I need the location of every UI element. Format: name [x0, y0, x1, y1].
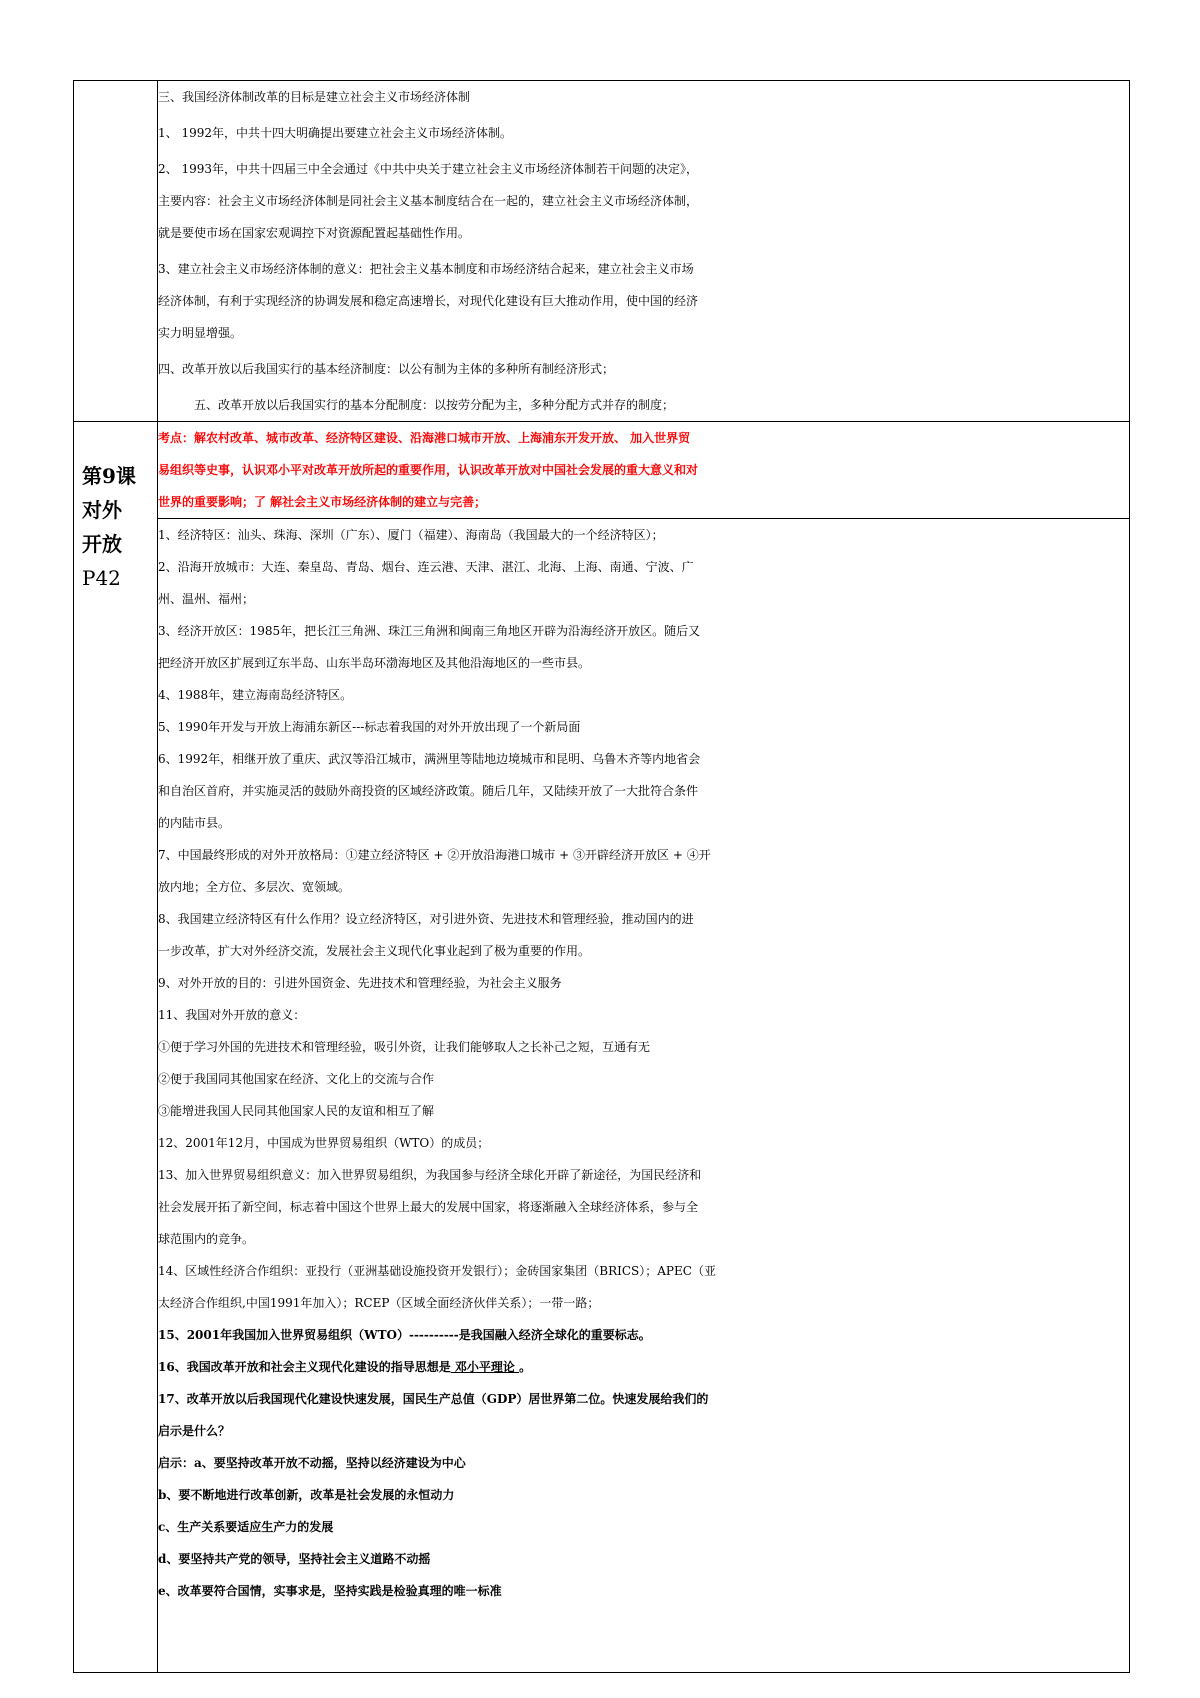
text-line: 州、温州、福州； — [158, 592, 255, 606]
text-line-bold: e、改革要符合国情，实事求是，坚持实践是检验真理的唯一标准 — [158, 1584, 502, 1598]
kaodian-cell — [158, 422, 1130, 519]
text-line: 球范围内的竞争。 — [158, 1232, 255, 1246]
text-line: 实力明显增强。 — [158, 326, 243, 340]
section3-heading: 三、我国经济体制改革的目标是建立社会主义市场经济体制 — [158, 90, 471, 104]
lesson-body-cell — [158, 519, 1130, 1673]
table-row — [74, 519, 1130, 1673]
text-line: 四、改革开放以后我国实行的基本经济制度：以公有制为主体的多种所有制经济形式； — [158, 362, 615, 376]
text-line-bold: d、要坚持共产党的领导，坚持社会主义道路不动摇 — [158, 1552, 431, 1566]
text-line: ①便于学习外国的先进技术和管理经验，吸引外资，让我们能够取人之长补己之短，互通有无 — [158, 1040, 651, 1054]
kaodian-line: 易组织等史事，认识邓小平对改革开放所起的重要作用，认识改革开放对中国社会发展的重大意义和对 — [158, 463, 699, 477]
text-line-bold: b、要不断地进行改革创新，改革是社会发展的永恒动力 — [158, 1488, 455, 1502]
section3-cell — [158, 81, 1130, 422]
text-line: 3、建立社会主义市场经济体制的意义：把社会主义基本制度和市场经济结合起来，建立社会主义市场 — [158, 262, 694, 276]
text-line: 就是要使市场在国家宏观调控下对资源配置起基础性作用。 — [158, 226, 471, 240]
text-line: ③能增进我国人民同其他国家人民的友谊和相互了解 — [158, 1104, 435, 1118]
lesson-page: P42 — [82, 566, 121, 590]
text-line: 五、改革开放以后我国实行的基本分配制度：以按劳分配为主，多种分配方式并存的制度； — [194, 398, 675, 412]
text-line: 4、1988年，建立海南岛经济特区。 — [158, 688, 353, 702]
guiding-thought-line — [158, 1351, 1129, 1383]
text-line: 的内陆市县。 — [158, 816, 231, 830]
text-line: 14、区域性经济合作组织：亚投行（亚洲基础设施投资开发银行）；金砖国家集团（BRICS）；APEC（亚 — [158, 1264, 716, 1278]
text-line-bold: 17、改革开放以后我国现代化建设快速发展，国民生产总值（GDP）居世界第二位。快速发展给我们的 — [158, 1392, 709, 1406]
text-line-bold: 15、2001年我国加入世界贸易组织（WTO）----------是我国融入经济全球化的重要标志。 — [158, 1328, 651, 1342]
text-line: 太经济合作组织,中国1991年加入）；RCEP（区域全面经济伙伴关系）；一带一路； — [158, 1296, 600, 1310]
text-line-bold: 启示是什么？ — [158, 1424, 231, 1438]
text-line: 3、经济开放区：1985年，把长江三角洲、珠江三角洲和闽南三角地区开辟为沿海经济开放区。随后又 — [158, 624, 701, 638]
text-line: 13、加入世界贸易组织意义：加入世界贸易组织，为我国参与经济全球化开辟了新途径，为国民经济和 — [158, 1168, 702, 1182]
notes-table — [73, 80, 1130, 1673]
text-line: 把经济开放区扩展到辽东半岛、山东半岛环渤海地区及其他沿海地区的一些市县。 — [158, 656, 591, 670]
table-row — [74, 81, 1130, 422]
text-line: 8、我国建立经济特区有什么作用？设立经济特区，对引进外资、先进技术和管理经验，推动国内的进 — [158, 912, 694, 926]
text-line: 7、中国最终形成的对外开放格局：①建立经济特区 + ②开放沿海港口城市 + ③开辟经济开放区 + ④开 — [158, 848, 711, 862]
text-line-bold: 启示：a、要坚持改革开放不动摇，坚持以经济建设为中心 — [158, 1456, 466, 1470]
text-line: 6、1992年，相继开放了重庆、武汉等沿江城市，满洲里等陆地边境城市和昆明、乌鲁木齐等内地省会 — [158, 752, 701, 766]
kaodian-line: 考点：解农村改革、城市改革、经济特区建设、沿海港口城市开放、上海浦东开发开放、 加入世界贸 — [158, 431, 691, 445]
text-line: 9、对外开放的目的：引进外国资金、先进技术和管理经验，为社会主义服务 — [158, 976, 562, 990]
lesson-title-line: 对外 — [82, 498, 122, 522]
text-line-bold: c、生产关系要适应生产力的发展 — [158, 1520, 334, 1534]
text-line: 主要内容：社会主义市场经济体制是同社会主义基本制度结合在一起的，建立社会主义市场经济体制， — [158, 194, 699, 208]
text-line: 放内地；全方位、多层次、宽领域。 — [158, 880, 351, 894]
text-line: 1、经济特区：汕头、珠海、深圳（广东）、厦门（福建）、海南岛（我国最大的一个经济特区）； — [158, 528, 664, 542]
lesson-label-cell — [74, 422, 158, 1673]
lesson-title-line: 开放 — [82, 532, 122, 556]
text-line: 经济体制，有利于实现经济的协调发展和稳定高速增长，对现代化建设有巨大推动作用，使中国的经济 — [158, 294, 699, 308]
lesson-number: 第9课 — [82, 464, 136, 488]
kaodian-line: 世界的重要影响；了 解社会主义市场经济体制的建立与完善； — [158, 495, 487, 509]
text-line: 1、 1992年，中共十四大明确提出要建立社会主义市场经济体制。 — [158, 126, 512, 140]
text-line: 社会发展开拓了新空间，标志着中国这个世界上最大的发展中国家，将逐渐融入全球经济体系，参与全 — [158, 1200, 699, 1214]
text-line: 2、 1993年，中共十四届三中全会通过《中共中央关于建立社会主义市场经济体制若干问题的决定》， — [158, 162, 698, 176]
guiding-thought-suffix: 。 — [519, 1360, 532, 1374]
text-line: 11、我国对外开放的意义： — [158, 1008, 306, 1022]
text-line: 和自治区首府，并实施灵活的鼓励外商投资的区域经济政策。随后几年，又陆续开放了一大批符合条件 — [158, 784, 699, 798]
guiding-thought-answer: 邓小平理论 — [450, 1360, 520, 1374]
text-line: 5、1990年开发与开放上海浦东新区---标志着我国的对外开放出现了一个新局面 — [158, 720, 581, 734]
text-line: ②便于我国同其他国家在经济、文化上的交流与合作 — [158, 1072, 435, 1086]
text-line: 2、沿海开放城市：大连、秦皇岛、青岛、烟台、连云港、天津、湛江、北海、上海、南通、宁波、广 — [158, 560, 694, 574]
text-line: 12、2001年12月，中国成为世界贸易组织（WTO）的成员； — [158, 1136, 490, 1150]
guiding-thought-prefix: 16、我国改革开放和社会主义现代化建设的指导思想是 — [158, 1360, 451, 1374]
text-line: 一步改革，扩大对外经济交流，发展社会主义现代化事业起到了极为重要的作用。 — [158, 944, 591, 958]
table-row — [74, 422, 1130, 519]
empty-label-cell — [74, 81, 158, 422]
